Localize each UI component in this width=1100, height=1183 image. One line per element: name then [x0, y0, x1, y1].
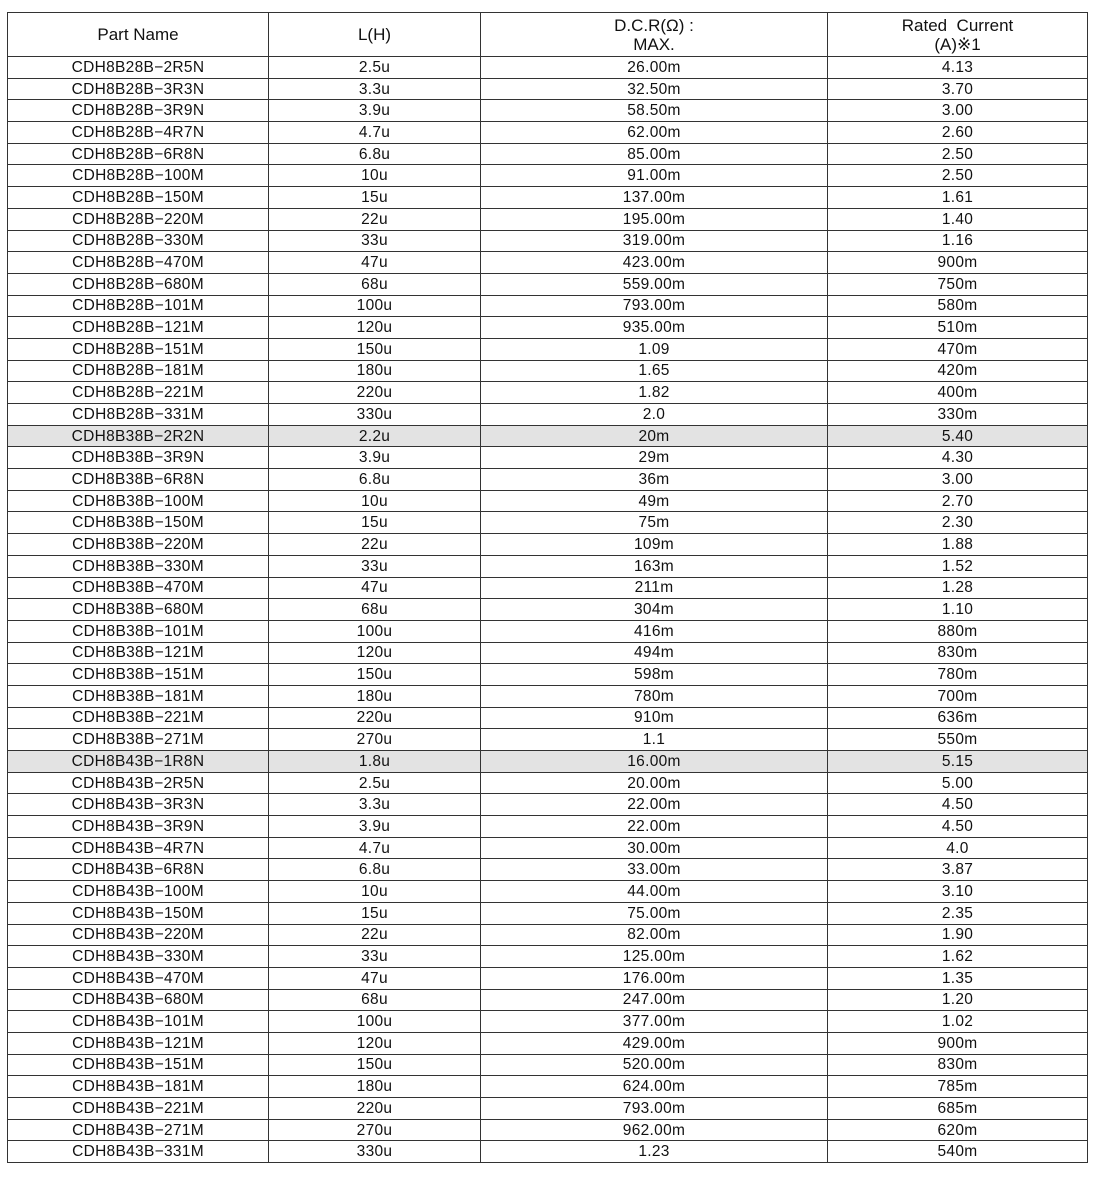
rated-current-cell: 620m — [828, 1119, 1088, 1141]
part-name-cell: CDH8B28B−6R8N — [8, 143, 269, 165]
table-row — [8, 924, 1088, 946]
rated-current-cell: 420m — [828, 360, 1088, 382]
part-name-cell: CDH8B28B−151M — [8, 338, 269, 360]
dcr-cell: 598m — [481, 664, 828, 686]
table-row — [8, 772, 1088, 794]
dcr-cell: 44.00m — [481, 881, 828, 903]
inductance-cell: 68u — [269, 599, 481, 621]
dcr-cell: 247.00m — [481, 989, 828, 1011]
rated-current-cell: 4.13 — [828, 57, 1088, 79]
part-name-cell: CDH8B43B−100M — [8, 881, 269, 903]
part-name-cell: CDH8B28B−3R3N — [8, 78, 269, 100]
table-row — [8, 664, 1088, 686]
dcr-cell: 793.00m — [481, 1098, 828, 1120]
inductance-cell: 6.8u — [269, 143, 481, 165]
rated-current-cell: 2.50 — [828, 165, 1088, 187]
dcr-cell: 22.00m — [481, 816, 828, 838]
table-row — [8, 967, 1088, 989]
dcr-cell: 624.00m — [481, 1076, 828, 1098]
rated-current-cell: 1.28 — [828, 577, 1088, 599]
inductor-spec-table — [7, 12, 1088, 1163]
part-name-cell: CDH8B28B−181M — [8, 360, 269, 382]
rated-current-cell: 5.00 — [828, 772, 1088, 794]
part-name-cell: CDH8B43B−331M — [8, 1141, 269, 1163]
inductance-cell: 2.5u — [269, 772, 481, 794]
inductance-cell: 120u — [269, 317, 481, 339]
inductance-cell: 270u — [269, 729, 481, 751]
header-part-name-label: Part Name — [97, 25, 179, 44]
header-dcr — [481, 13, 828, 57]
header-part-name — [8, 13, 269, 57]
part-name-cell: CDH8B38B−470M — [8, 577, 269, 599]
rated-current-cell: 400m — [828, 382, 1088, 404]
inductance-cell: 68u — [269, 989, 481, 1011]
inductance-cell: 150u — [269, 664, 481, 686]
part-name-cell: CDH8B38B−151M — [8, 664, 269, 686]
rated-current-cell: 3.00 — [828, 100, 1088, 122]
rated-current-cell: 1.20 — [828, 989, 1088, 1011]
part-name-cell: CDH8B38B−181M — [8, 685, 269, 707]
rated-current-cell: 830m — [828, 1054, 1088, 1076]
inductance-cell: 4.7u — [269, 122, 481, 144]
table-row — [8, 187, 1088, 209]
rated-current-cell: 1.16 — [828, 230, 1088, 252]
part-name-cell: CDH8B43B−3R9N — [8, 816, 269, 838]
rated-current-cell: 330m — [828, 404, 1088, 426]
rated-current-cell: 1.52 — [828, 555, 1088, 577]
rated-current-cell: 4.30 — [828, 447, 1088, 469]
inductance-cell: 220u — [269, 382, 481, 404]
rated-current-cell: 636m — [828, 707, 1088, 729]
part-name-cell: CDH8B43B−150M — [8, 902, 269, 924]
table-row — [8, 208, 1088, 230]
inductance-cell: 10u — [269, 881, 481, 903]
table-row — [8, 685, 1088, 707]
part-name-cell: CDH8B38B−271M — [8, 729, 269, 751]
part-name-cell: CDH8B28B−470M — [8, 252, 269, 274]
dcr-cell: 1.65 — [481, 360, 828, 382]
dcr-cell: 36m — [481, 469, 828, 491]
inductance-cell: 330u — [269, 1141, 481, 1163]
dcr-cell: 520.00m — [481, 1054, 828, 1076]
inductance-cell: 10u — [269, 165, 481, 187]
table-row — [8, 404, 1088, 426]
inductance-cell: 10u — [269, 490, 481, 512]
table-row — [8, 295, 1088, 317]
part-name-cell: CDH8B38B−330M — [8, 555, 269, 577]
header-dcr-label-line1: D.C.R(Ω) : — [614, 15, 694, 35]
inductance-cell: 180u — [269, 1076, 481, 1098]
table-body — [8, 57, 1088, 1163]
table-row — [8, 338, 1088, 360]
dcr-cell: 416m — [481, 620, 828, 642]
dcr-cell: 195.00m — [481, 208, 828, 230]
inductance-cell: 100u — [269, 1011, 481, 1033]
part-name-cell: CDH8B43B−181M — [8, 1076, 269, 1098]
part-name-cell: CDH8B28B−680M — [8, 273, 269, 295]
dcr-cell: 1.82 — [481, 382, 828, 404]
part-name-cell: CDH8B38B−2R2N — [8, 425, 269, 447]
inductance-cell: 47u — [269, 967, 481, 989]
inductance-cell: 3.9u — [269, 447, 481, 469]
part-name-cell: CDH8B28B−221M — [8, 382, 269, 404]
part-name-cell: CDH8B43B−3R3N — [8, 794, 269, 816]
header-inductance-label: L(H) — [357, 25, 392, 44]
rated-current-cell: 4.0 — [828, 837, 1088, 859]
part-name-cell: CDH8B43B−2R5N — [8, 772, 269, 794]
table-row — [8, 447, 1088, 469]
rated-current-cell: 900m — [828, 252, 1088, 274]
table-row — [8, 57, 1088, 79]
table-row — [8, 1141, 1088, 1163]
inductance-cell: 15u — [269, 902, 481, 924]
inductance-cell: 22u — [269, 208, 481, 230]
table-row — [8, 816, 1088, 838]
part-name-cell: CDH8B43B−330M — [8, 946, 269, 968]
part-name-cell: CDH8B43B−680M — [8, 989, 269, 1011]
inductance-cell: 3.9u — [269, 100, 481, 122]
rated-current-cell: 540m — [828, 1141, 1088, 1163]
dcr-cell: 29m — [481, 447, 828, 469]
rated-current-cell: 1.90 — [828, 924, 1088, 946]
rated-current-cell: 780m — [828, 664, 1088, 686]
table-row — [8, 534, 1088, 556]
table-row — [8, 859, 1088, 881]
dcr-cell: 319.00m — [481, 230, 828, 252]
table-row — [8, 252, 1088, 274]
part-name-cell: CDH8B38B−220M — [8, 534, 269, 556]
part-name-cell: CDH8B28B−150M — [8, 187, 269, 209]
part-name-cell: CDH8B38B−6R8N — [8, 469, 269, 491]
dcr-cell: 82.00m — [481, 924, 828, 946]
part-name-cell: CDH8B43B−271M — [8, 1119, 269, 1141]
dcr-cell: 75m — [481, 512, 828, 534]
inductance-cell: 220u — [269, 707, 481, 729]
dcr-cell: 62.00m — [481, 122, 828, 144]
rated-current-cell: 1.02 — [828, 1011, 1088, 1033]
dcr-cell: 58.50m — [481, 100, 828, 122]
rated-current-cell: 2.30 — [828, 512, 1088, 534]
dcr-cell: 377.00m — [481, 1011, 828, 1033]
table-row — [8, 837, 1088, 859]
table-row — [8, 902, 1088, 924]
part-name-cell: CDH8B38B−150M — [8, 512, 269, 534]
dcr-cell: 109m — [481, 534, 828, 556]
table-row — [8, 881, 1088, 903]
dcr-cell: 32.50m — [481, 78, 828, 100]
inductance-cell: 180u — [269, 360, 481, 382]
table-row — [8, 165, 1088, 187]
rated-current-cell: 830m — [828, 642, 1088, 664]
table-row — [8, 382, 1088, 404]
rated-current-cell: 5.15 — [828, 751, 1088, 773]
rated-current-cell: 4.50 — [828, 794, 1088, 816]
inductance-cell: 22u — [269, 924, 481, 946]
table-row — [8, 577, 1088, 599]
dcr-cell: 16.00m — [481, 751, 828, 773]
rated-current-cell: 1.10 — [828, 599, 1088, 621]
table-row — [8, 751, 1088, 773]
dcr-cell: 20m — [481, 425, 828, 447]
inductance-cell: 3.3u — [269, 794, 481, 816]
dcr-cell: 962.00m — [481, 1119, 828, 1141]
table-row — [8, 599, 1088, 621]
inductance-cell: 1.8u — [269, 751, 481, 773]
part-name-cell: CDH8B28B−100M — [8, 165, 269, 187]
dcr-cell: 423.00m — [481, 252, 828, 274]
table-row — [8, 1098, 1088, 1120]
header-rated-current — [828, 13, 1088, 57]
rated-current-cell: 685m — [828, 1098, 1088, 1120]
inductance-cell: 47u — [269, 577, 481, 599]
table-row — [8, 230, 1088, 252]
table-row — [8, 1119, 1088, 1141]
inductance-cell: 100u — [269, 620, 481, 642]
table-row — [8, 490, 1088, 512]
dcr-cell: 2.0 — [481, 404, 828, 426]
part-name-cell: CDH8B38B−680M — [8, 599, 269, 621]
header-row — [8, 13, 1088, 57]
header-inductance — [269, 13, 481, 57]
part-name-cell: CDH8B28B−220M — [8, 208, 269, 230]
rated-current-cell: 1.40 — [828, 208, 1088, 230]
rated-current-cell: 2.60 — [828, 122, 1088, 144]
inductance-cell: 22u — [269, 534, 481, 556]
inductance-cell: 330u — [269, 404, 481, 426]
rated-current-cell: 785m — [828, 1076, 1088, 1098]
dcr-cell: 20.00m — [481, 772, 828, 794]
table-row — [8, 273, 1088, 295]
part-name-cell: CDH8B43B−1R8N — [8, 751, 269, 773]
part-name-cell: CDH8B38B−100M — [8, 490, 269, 512]
rated-current-cell: 1.88 — [828, 534, 1088, 556]
inductance-cell: 100u — [269, 295, 481, 317]
dcr-cell: 176.00m — [481, 967, 828, 989]
inductance-cell: 3.3u — [269, 78, 481, 100]
rated-current-cell: 550m — [828, 729, 1088, 751]
table-row — [8, 143, 1088, 165]
part-name-cell: CDH8B28B−2R5N — [8, 57, 269, 79]
table-row — [8, 707, 1088, 729]
dcr-cell: 1.23 — [481, 1141, 828, 1163]
part-name-cell: CDH8B28B−101M — [8, 295, 269, 317]
rated-current-cell: 510m — [828, 317, 1088, 339]
table-row — [8, 469, 1088, 491]
rated-current-cell: 3.87 — [828, 859, 1088, 881]
inductance-cell: 120u — [269, 1032, 481, 1054]
rated-current-cell: 470m — [828, 338, 1088, 360]
dcr-cell: 793.00m — [481, 295, 828, 317]
inductance-cell: 15u — [269, 187, 481, 209]
part-name-cell: CDH8B43B−151M — [8, 1054, 269, 1076]
part-name-cell: CDH8B38B−101M — [8, 620, 269, 642]
dcr-cell: 49m — [481, 490, 828, 512]
inductance-cell: 270u — [269, 1119, 481, 1141]
table-row — [8, 317, 1088, 339]
rated-current-cell: 1.35 — [828, 967, 1088, 989]
dcr-cell: 137.00m — [481, 187, 828, 209]
rated-current-cell: 1.61 — [828, 187, 1088, 209]
inductance-cell: 33u — [269, 555, 481, 577]
dcr-cell: 125.00m — [481, 946, 828, 968]
dcr-cell: 211m — [481, 577, 828, 599]
inductance-cell: 3.9u — [269, 816, 481, 838]
header-dcr-label-line2: MAX. — [633, 34, 675, 54]
part-name-cell: CDH8B43B−101M — [8, 1011, 269, 1033]
table-row — [8, 555, 1088, 577]
inductance-cell: 150u — [269, 338, 481, 360]
header-rated-current-label-line1: Rated Current — [901, 15, 1014, 35]
inductance-cell: 220u — [269, 1098, 481, 1120]
inductance-cell: 6.8u — [269, 469, 481, 491]
part-name-cell: CDH8B28B−121M — [8, 317, 269, 339]
rated-current-cell: 750m — [828, 273, 1088, 295]
inductance-cell: 33u — [269, 946, 481, 968]
inductance-cell: 68u — [269, 273, 481, 295]
table-row — [8, 1011, 1088, 1033]
dcr-cell: 429.00m — [481, 1032, 828, 1054]
part-name-cell: CDH8B43B−6R8N — [8, 859, 269, 881]
part-name-cell: CDH8B43B−221M — [8, 1098, 269, 1120]
dcr-cell: 935.00m — [481, 317, 828, 339]
table-row — [8, 794, 1088, 816]
table-row — [8, 946, 1088, 968]
inductance-cell: 2.5u — [269, 57, 481, 79]
inductance-cell: 4.7u — [269, 837, 481, 859]
part-name-cell: CDH8B28B−4R7N — [8, 122, 269, 144]
rated-current-cell: 2.50 — [828, 143, 1088, 165]
table-row — [8, 122, 1088, 144]
rated-current-cell: 4.50 — [828, 816, 1088, 838]
dcr-cell: 163m — [481, 555, 828, 577]
rated-current-cell: 3.10 — [828, 881, 1088, 903]
table-row — [8, 989, 1088, 1011]
header-rated-current-label-line2: (A)※1 — [934, 34, 981, 54]
dcr-cell: 75.00m — [481, 902, 828, 924]
dcr-cell: 22.00m — [481, 794, 828, 816]
part-name-cell: CDH8B43B−470M — [8, 967, 269, 989]
table-row — [8, 100, 1088, 122]
part-name-cell: CDH8B38B−121M — [8, 642, 269, 664]
dcr-cell: 1.1 — [481, 729, 828, 751]
table-row — [8, 360, 1088, 382]
table-row — [8, 1032, 1088, 1054]
rated-current-cell: 2.70 — [828, 490, 1088, 512]
rated-current-cell: 3.70 — [828, 78, 1088, 100]
dcr-cell: 559.00m — [481, 273, 828, 295]
part-name-cell: CDH8B38B−221M — [8, 707, 269, 729]
dcr-cell: 304m — [481, 599, 828, 621]
dcr-cell: 85.00m — [481, 143, 828, 165]
table-row — [8, 512, 1088, 534]
dcr-cell: 1.09 — [481, 338, 828, 360]
table-row — [8, 642, 1088, 664]
part-name-cell: CDH8B28B−330M — [8, 230, 269, 252]
rated-current-cell: 1.62 — [828, 946, 1088, 968]
inductance-cell: 150u — [269, 1054, 481, 1076]
rated-current-cell: 900m — [828, 1032, 1088, 1054]
table-row — [8, 1054, 1088, 1076]
rated-current-cell: 880m — [828, 620, 1088, 642]
table-row — [8, 729, 1088, 751]
part-name-cell: CDH8B28B−331M — [8, 404, 269, 426]
dcr-cell: 33.00m — [481, 859, 828, 881]
rated-current-cell: 700m — [828, 685, 1088, 707]
inductance-cell: 47u — [269, 252, 481, 274]
rated-current-cell: 2.35 — [828, 902, 1088, 924]
dcr-cell: 910m — [481, 707, 828, 729]
inductance-cell: 2.2u — [269, 425, 481, 447]
table-row — [8, 620, 1088, 642]
rated-current-cell: 580m — [828, 295, 1088, 317]
inductance-cell: 33u — [269, 230, 481, 252]
table-row — [8, 1076, 1088, 1098]
rated-current-cell: 3.00 — [828, 469, 1088, 491]
inductance-cell: 15u — [269, 512, 481, 534]
dcr-cell: 780m — [481, 685, 828, 707]
part-name-cell: CDH8B43B−4R7N — [8, 837, 269, 859]
part-name-cell: CDH8B43B−220M — [8, 924, 269, 946]
dcr-cell: 494m — [481, 642, 828, 664]
dcr-cell: 26.00m — [481, 57, 828, 79]
table-row — [8, 78, 1088, 100]
dcr-cell: 30.00m — [481, 837, 828, 859]
table-row — [8, 425, 1088, 447]
part-name-cell: CDH8B43B−121M — [8, 1032, 269, 1054]
inductance-cell: 180u — [269, 685, 481, 707]
dcr-cell: 91.00m — [481, 165, 828, 187]
part-name-cell: CDH8B28B−3R9N — [8, 100, 269, 122]
inductance-cell: 120u — [269, 642, 481, 664]
part-name-cell: CDH8B38B−3R9N — [8, 447, 269, 469]
inductance-cell: 6.8u — [269, 859, 481, 881]
rated-current-cell: 5.40 — [828, 425, 1088, 447]
